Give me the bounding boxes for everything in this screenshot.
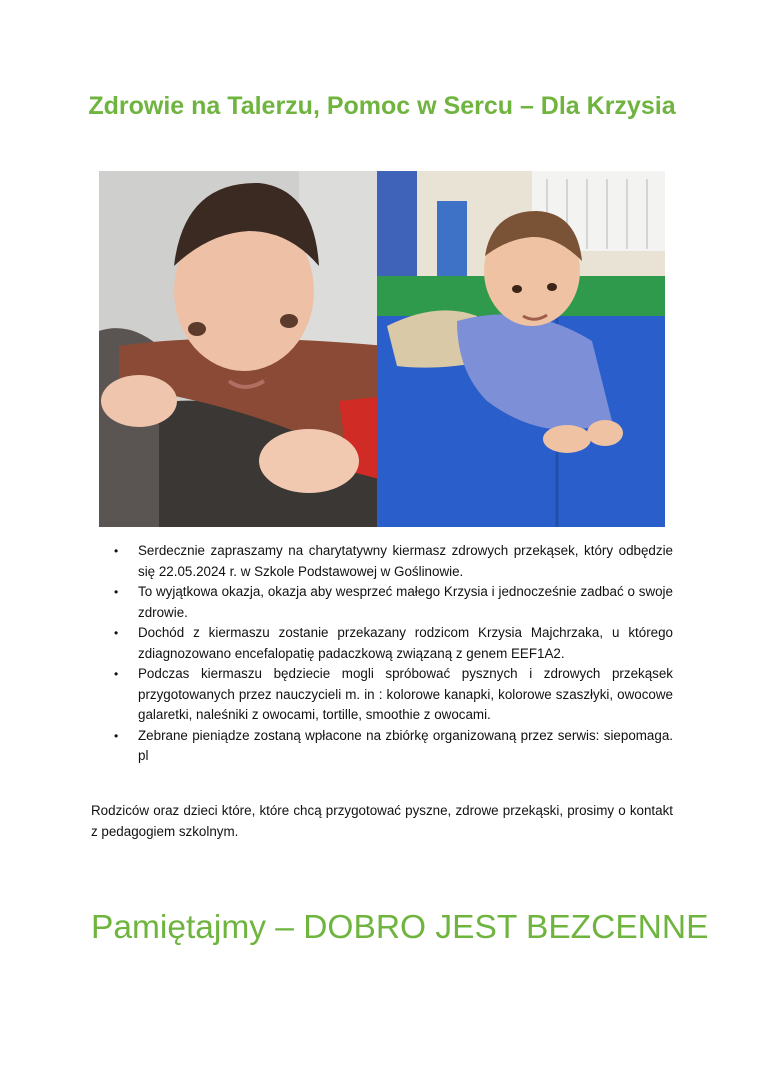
list-item — [110, 726, 673, 767]
list-item-text: Serdecznie zapraszamy na charytatywny kiermasz zdrowych przekąsek, który odbędzie się 22.05.2024 r. w Szkole Podstawowej w Goślinowie. — [138, 543, 673, 579]
info-bullet-list — [110, 541, 673, 767]
photo-collage — [99, 171, 665, 527]
bullet-icon: • — [114, 585, 119, 599]
list-item-text: Zebrane pieniądze zostaną wpłacone na zbiórkę organizowaną przez serwis: siepomaga. pl — [138, 727, 673, 763]
list-item — [110, 582, 673, 623]
contact-paragraph: Rodziców oraz dzieci które, które chcą przygotować pyszne, zdrowe przekąski, prosimy o kontakt z pedagogiem szkolnym. — [91, 803, 673, 839]
photo-boy-on-mat — [377, 171, 665, 527]
list-item — [110, 664, 673, 726]
bullet-icon: • — [114, 667, 119, 681]
list-item — [110, 623, 673, 664]
list-item — [110, 541, 673, 582]
list-item-text: To wyjątkowa okazja, okazja aby wesprzeć małego Krzysia i jednocześnie zadbać o swoje zdrowie. — [138, 584, 673, 620]
list-item-text: Podczas kiermaszu będziecie mogli spróbować pysznych i zdrowych przekąsek przygotowanych przez nauczycieli m. in : kolorowe kanapki, kolorowe szaszłyki, owocowe galaretki, naleśniki z owocami, tortille, smoothie z owocami. — [138, 666, 673, 722]
bullet-icon: • — [114, 728, 119, 743]
page-title: Zdrowie na Talerzu, Pomoc w Sercu – Dla Krzysia — [88, 92, 676, 120]
photo-boy-with-pillow — [99, 171, 386, 527]
bullet-icon: • — [114, 626, 119, 640]
bullet-icon: • — [114, 544, 119, 558]
list-item-text: Dochód z kiermaszu zostanie przekazany rodzicom Krzysia Majchrzaka, u którego zdiagnozowano encefalopatię padaczkową związaną z genem EEF1A2. — [138, 625, 673, 661]
slogan-heading: Pamiętajmy – DOBRO JEST BEZCENNE — [91, 909, 709, 946]
